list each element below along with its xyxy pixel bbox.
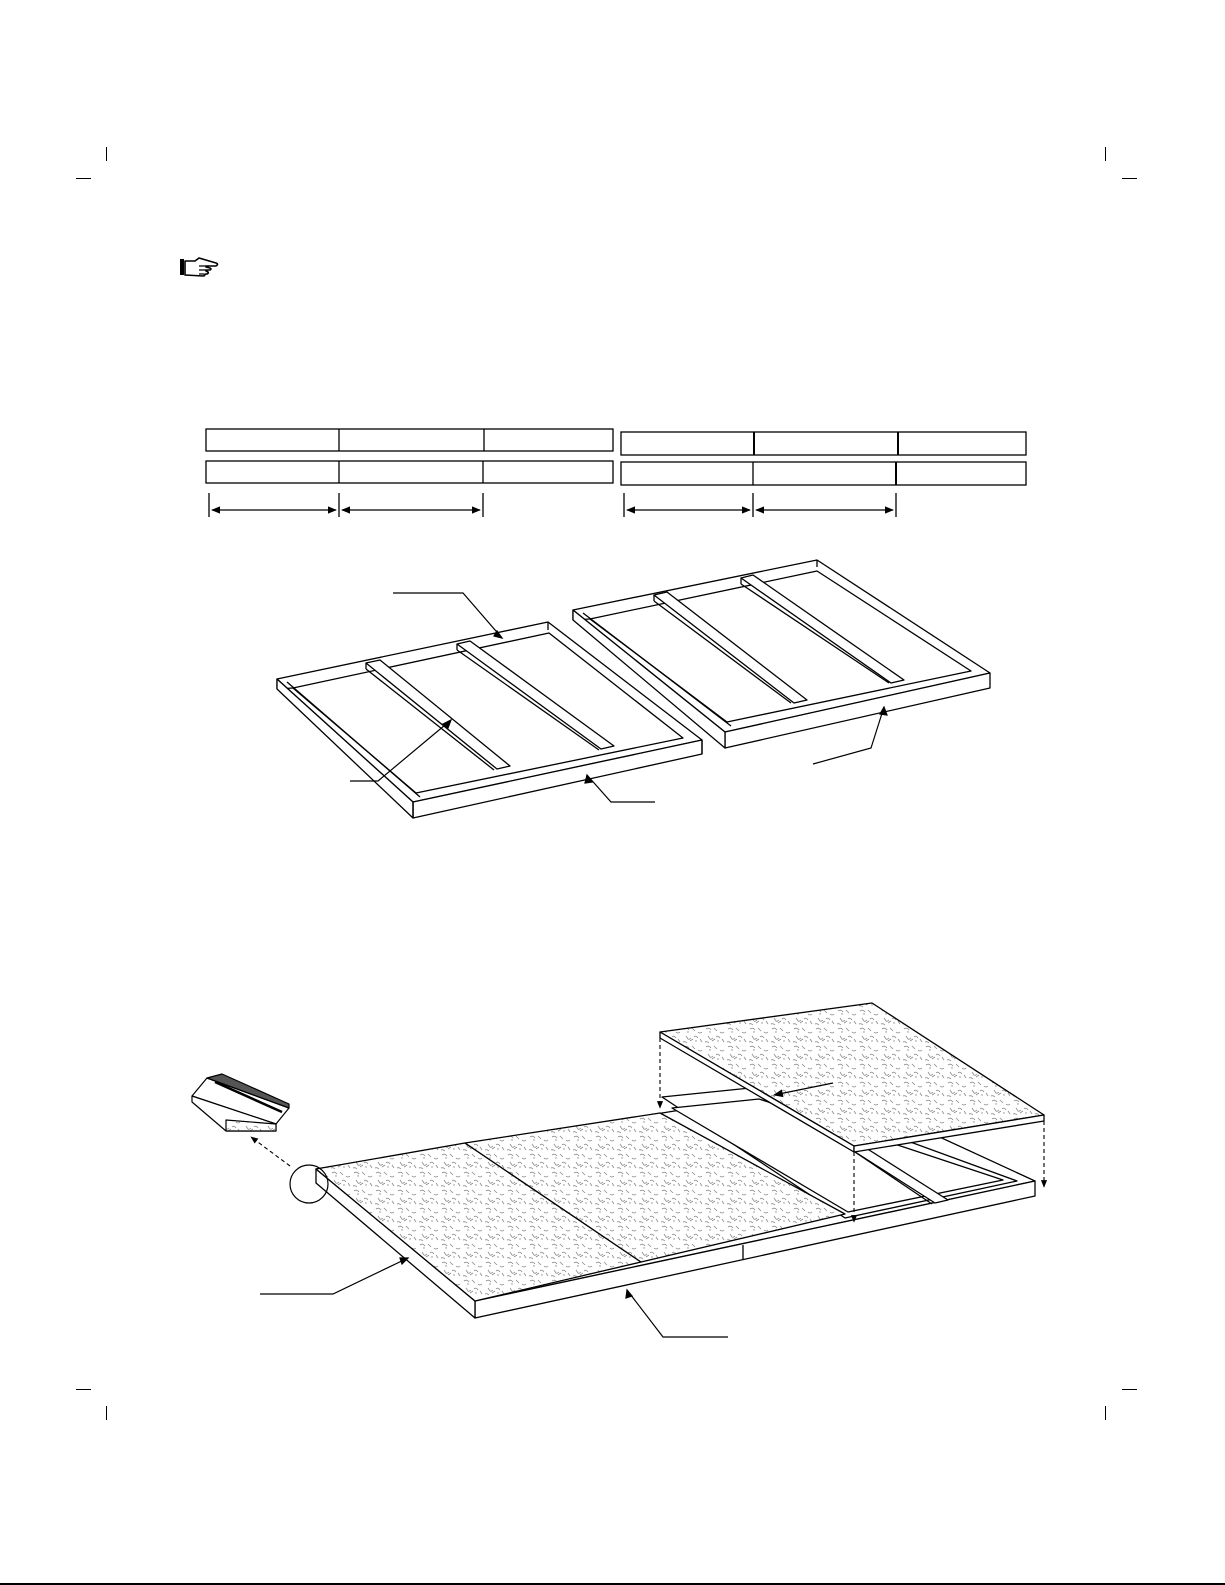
detail-dashed-leader <box>251 1137 290 1166</box>
callout-leader-panel-seam <box>627 1290 728 1337</box>
callout-leader-frame-edge <box>260 1258 408 1294</box>
tongue-groove-detail <box>192 1074 289 1131</box>
